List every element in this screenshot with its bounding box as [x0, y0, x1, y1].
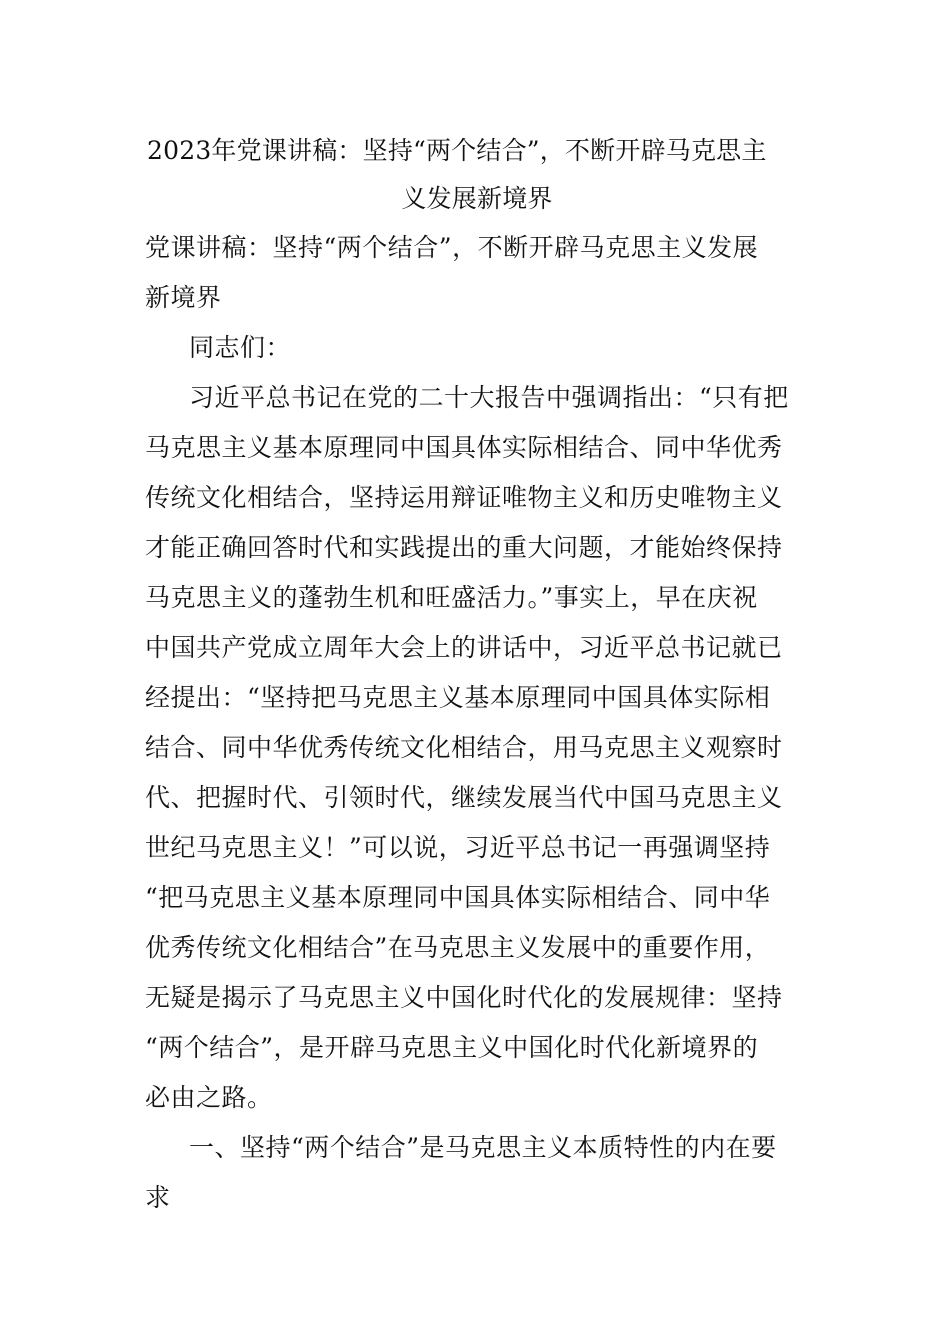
section-heading-1	[145, 1123, 809, 1223]
paragraph-line: 习近平总书记在党的二十大报告中强调指出：“只有把	[189, 383, 789, 412]
paragraph-line: 中国共产党成立周年大会上的讲话中，习近平总书记就已	[145, 633, 783, 662]
paragraph-line: 代、把握时代、引领时代，继续发展当代中国马克思主义	[145, 783, 783, 812]
paragraph-line: 结合、同中华优秀传统文化相结合，用马克思主义观察时	[145, 733, 783, 762]
document-title-line-2: 义发展新境界	[401, 184, 553, 213]
document-body	[145, 127, 809, 1223]
document-title-line-1: 2023年党课讲稿：坚持“两个结合”，不断开辟马克思主	[147, 136, 767, 165]
document-subtitle-line-1: 党课讲稿：坚持“两个结合”，不断开辟马克思主义发展	[145, 233, 759, 262]
paragraph-line: 经提出：“坚持把马克思主义基本原理同中国具体实际相	[145, 683, 771, 712]
paragraph-line: 优秀传统文化相结合”在马克思主义发展中的重要作用，	[145, 933, 771, 962]
paragraph-line: 马克思主义的蓬勃生机和旺盛活力。”事实上，早在庆祝	[145, 583, 758, 612]
paragraph-1	[145, 373, 809, 1123]
paragraph-line: 必由之路。	[145, 1083, 273, 1112]
paragraph-line: “两个结合”，是开辟马克思主义中国化时代化新境界的	[145, 1033, 759, 1062]
salutation: 同志们：	[189, 333, 292, 362]
paragraph-line: 无疑是揭示了马克思主义中国化时代化的发展规律：坚持	[145, 983, 783, 1012]
paragraph-line: 世纪马克思主义！”可以说，习近平总书记一再强调坚持	[145, 833, 771, 862]
paragraph-line: 传统文化相结合，坚持运用辩证唯物主义和历史唯物主义	[145, 483, 783, 512]
paragraph-line: “把马克思主义基本原理同中国具体实际相结合、同中华	[145, 883, 771, 912]
paragraph-line: 才能正确回答时代和实践提出的重大问题，才能始终保持	[145, 533, 783, 562]
paragraph-line: 马克思主义基本原理同中国具体实际相结合、同中华优秀	[145, 433, 783, 462]
document-subtitle-line-2: 新境界	[145, 283, 222, 312]
section-heading-line: 一、坚持“两个结合”是马克思主义本质特性的内在要	[189, 1133, 777, 1162]
section-heading-line: 求	[145, 1183, 171, 1212]
